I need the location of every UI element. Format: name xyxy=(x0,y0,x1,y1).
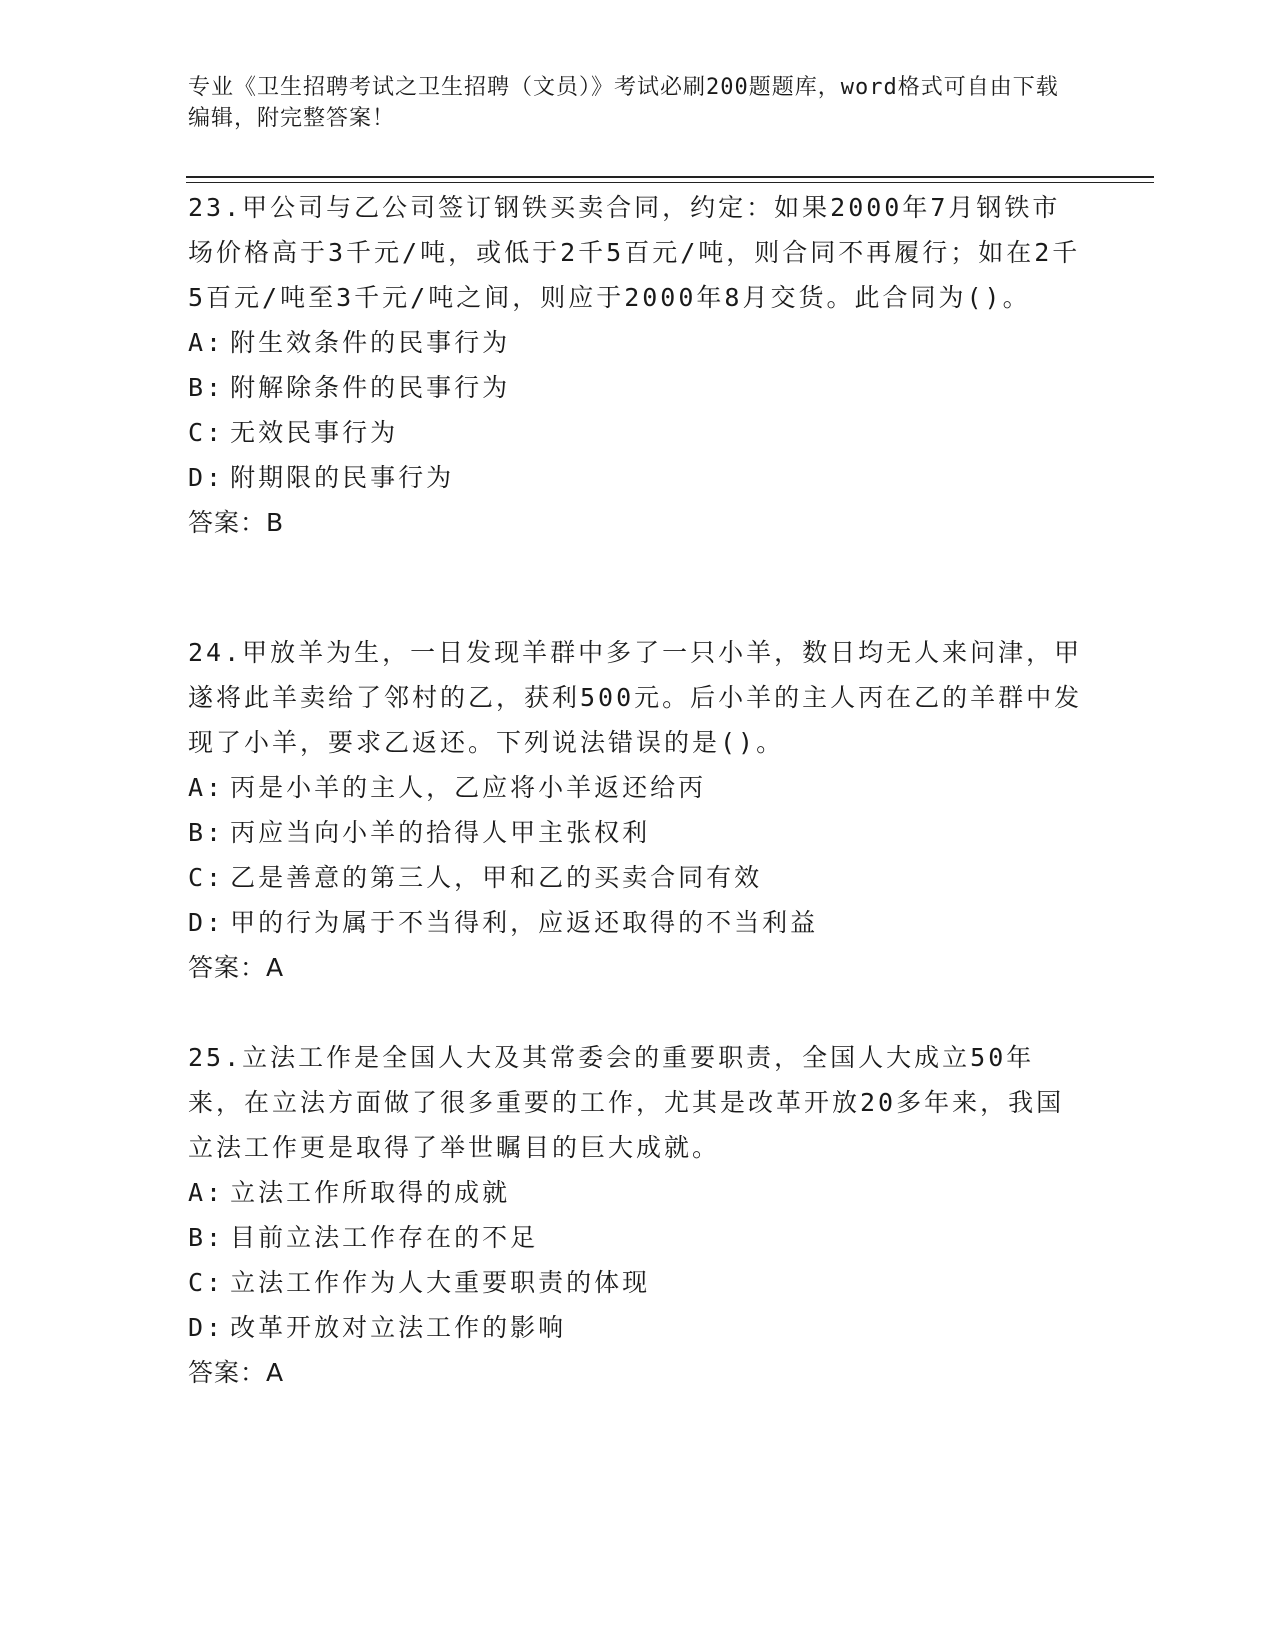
option-text: 丙是小羊的主人，乙应将小羊返还给丙 xyxy=(230,773,707,802)
option-key: B: xyxy=(188,1223,225,1252)
option-key: D: xyxy=(188,908,225,937)
question-stem: 23.甲公司与乙公司签订钢铁买卖合同，约定：如果2000年7月钢铁市场价格高于3千元/吨，或低于2千5百元/吨，则合同不再履行；如在2千5百元/吨至3千元/吨之间，则应于2000年8月交货。此合同为()。 xyxy=(188,193,1081,312)
option-d xyxy=(188,900,1088,945)
option-c xyxy=(188,1260,1088,1305)
document-header: 专业《卫生招聘考试之卫生招聘（文员）》考试必刷200题题库，word格式可自由下载编辑，附完整答案！ xyxy=(188,75,1059,131)
option-key: A: xyxy=(188,328,225,357)
header-divider-thick xyxy=(186,176,1154,178)
option-a xyxy=(188,1170,1088,1215)
option-text: 甲的行为属于不当得利，应返还取得的不当利益 xyxy=(230,908,819,937)
question-stem: 24.甲放羊为生，一日发现羊群中多了一只小羊，数日均无人来问津，甲遂将此羊卖给了邻村的乙，获利500元。后小羊的主人丙在乙的羊群中发现了小羊，要求乙返还。下列说法错误的是()。 xyxy=(188,638,1083,757)
option-text: 立法工作作为人大重要职责的体现 xyxy=(230,1268,651,1297)
option-d xyxy=(188,1305,1088,1350)
question-24 xyxy=(188,630,1088,990)
question-stem: 25.立法工作是全国人大及其常委会的重要职责，全国人大成立50年来，在立法方面做了很多重要的工作，尤其是改革开放20多年来，我国立法工作更是取得了举世瞩目的巨大成就。 xyxy=(188,1043,1065,1162)
option-text: 附解除条件的民事行为 xyxy=(230,373,511,402)
option-b xyxy=(188,1215,1088,1260)
option-key: A: xyxy=(188,1178,225,1207)
option-b xyxy=(188,810,1088,855)
answer-line: 答案：A xyxy=(188,1358,285,1387)
option-key: D: xyxy=(188,463,225,492)
option-key: B: xyxy=(188,818,225,847)
option-a xyxy=(188,320,1088,365)
option-text: 改革开放对立法工作的影响 xyxy=(230,1313,567,1342)
option-b xyxy=(188,365,1088,410)
option-text: 乙是善意的第三人，甲和乙的买卖合同有效 xyxy=(230,863,763,892)
option-key: C: xyxy=(188,863,225,892)
option-text: 附期限的民事行为 xyxy=(230,463,455,492)
question-25 xyxy=(188,1035,1088,1395)
header-divider-thin xyxy=(186,182,1154,183)
option-key: B: xyxy=(188,373,225,402)
option-d xyxy=(188,455,1088,500)
option-text: 目前立法工作存在的不足 xyxy=(230,1223,539,1252)
option-key: C: xyxy=(188,1268,225,1297)
option-text: 立法工作所取得的成就 xyxy=(230,1178,511,1207)
answer-line: 答案：A xyxy=(188,953,285,982)
option-c xyxy=(188,410,1088,455)
answer-line: 答案：B xyxy=(188,508,285,537)
option-key: D: xyxy=(188,1313,225,1342)
option-text: 丙应当向小羊的拾得人甲主张权利 xyxy=(230,818,651,847)
option-text: 无效民事行为 xyxy=(230,418,399,447)
question-23 xyxy=(188,185,1088,545)
option-text: 附生效条件的民事行为 xyxy=(230,328,511,357)
option-key: C: xyxy=(188,418,225,447)
option-a xyxy=(188,765,1088,810)
option-key: A: xyxy=(188,773,225,802)
option-c xyxy=(188,855,1088,900)
